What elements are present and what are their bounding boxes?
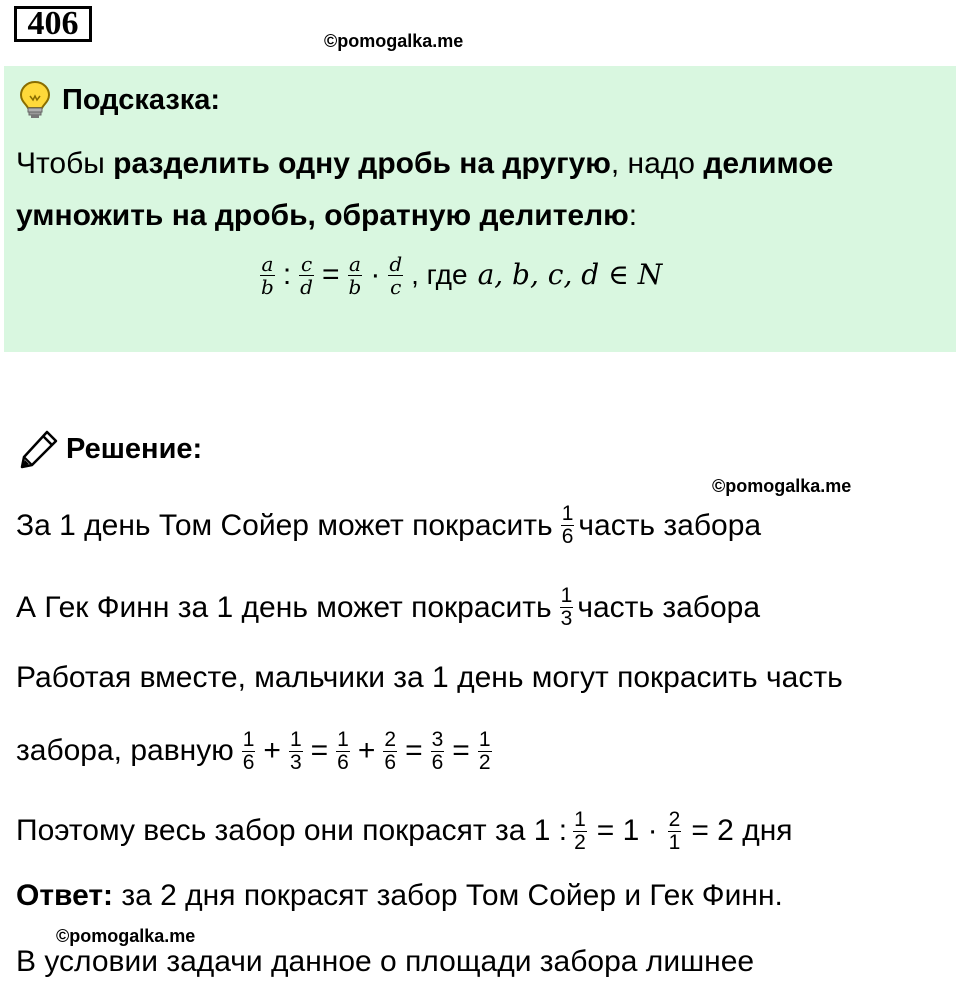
hint-rule-text3: : <box>628 199 638 232</box>
hint-rule-bold3: умножить на дробь, обратную делителю <box>16 199 629 232</box>
note-line <box>16 944 754 980</box>
formula-divide-sign: : <box>282 258 292 291</box>
sum-fraction: $\frac{1}{2}$ <box>478 727 491 774</box>
equals-sign: = <box>452 734 470 767</box>
fraction-one-third: $\frac{1}{3}$ <box>560 584 573 630</box>
answer-text: за 2 дня покрасят забор Том Сойер и Гек Финн. <box>113 879 783 912</box>
lightbulb-icon <box>18 80 52 120</box>
hint-rule-line2 <box>16 198 637 234</box>
formula-fraction: $\frac{a}{b}$ <box>348 251 362 299</box>
watermark-middle: ©pomogalka.me <box>712 476 852 496</box>
plus-sign: + <box>263 734 281 767</box>
hint-formula <box>256 244 662 306</box>
hint-rule-bold1: разделить одну дробь на другую <box>113 147 611 180</box>
sum-fraction: $\frac{3}{6}$ <box>431 727 444 774</box>
solution-line1-text: За 1 день Том Сойер может покрасить <box>16 508 553 542</box>
solution-line2 <box>16 585 760 630</box>
pencil-icon <box>18 428 60 470</box>
formula-where-text: , где <box>411 259 468 290</box>
answer-line <box>16 878 783 914</box>
equals-sign: = <box>310 734 329 767</box>
sum-fraction: $\frac{1}{3}$ <box>289 727 302 774</box>
hint-rule-bold2: делимое <box>703 147 834 180</box>
solution-line3 <box>16 660 843 696</box>
plus-sign: + <box>357 734 376 767</box>
hint-rule-text1: Чтобы <box>16 147 114 180</box>
problem-number: 406 <box>14 6 92 42</box>
sum-fraction: $\frac{1}{6}$ <box>242 727 255 774</box>
solution-line5-text: Поэтому весь забор они покрасят за 1 : <box>16 814 568 847</box>
solution-line5-end: = 2 дня <box>691 814 793 847</box>
solution-line4-text: забора, равную <box>16 734 234 767</box>
hint-heading <box>18 80 220 120</box>
equals-sign: = <box>405 734 423 767</box>
formula-equals-sign: = <box>321 258 340 291</box>
watermark-bottom: ©pomogalka.me <box>56 926 196 946</box>
formula-fraction: $\frac{c}{d}$ <box>300 251 313 299</box>
solution-line3-text: Работая вместе, мальчики за 1 день могут покрасить часть <box>16 661 843 694</box>
hint-title: Подсказка: <box>62 84 221 116</box>
solution-title: Решение: <box>66 433 203 465</box>
watermark-top: ©pomogalka.me <box>324 31 464 51</box>
sum-fraction: $\frac{2}{6}$ <box>384 727 397 774</box>
hint-rule-line1 <box>16 146 833 182</box>
division-fraction: $\frac{1}{2}$ <box>574 807 586 854</box>
solution-line1-end: часть забора <box>578 508 762 542</box>
hint-rule-text2: , надо <box>610 147 704 180</box>
note-text: В условии задачи данное о площади забора лишнее <box>16 945 755 978</box>
fraction-one-sixth: $\frac{1}{6}$ <box>561 502 574 548</box>
formula-fraction: $\frac{a}{b}$ <box>261 251 274 299</box>
formula-multiply-sign: · <box>370 258 381 291</box>
solution-line5 <box>16 798 793 864</box>
division-fraction: $\frac{2}{1}$ <box>668 807 681 854</box>
solution-line2-text: А Гек Финн за 1 день может покрасить <box>16 590 552 624</box>
solution-line1 <box>16 503 761 548</box>
answer-label: Ответ: <box>16 879 114 912</box>
solution-line4 <box>16 718 496 784</box>
formula-variables: a, b, c, d ∈ N <box>477 258 663 291</box>
solution-heading <box>18 428 202 470</box>
solution-line5-mid: = 1 · <box>596 814 658 847</box>
solution-line2-end: часть забора <box>577 590 761 624</box>
hint-box <box>4 66 956 352</box>
sum-fraction: $\frac{1}{6}$ <box>337 727 349 774</box>
formula-fraction: $\frac{d}{c}$ <box>389 251 403 299</box>
